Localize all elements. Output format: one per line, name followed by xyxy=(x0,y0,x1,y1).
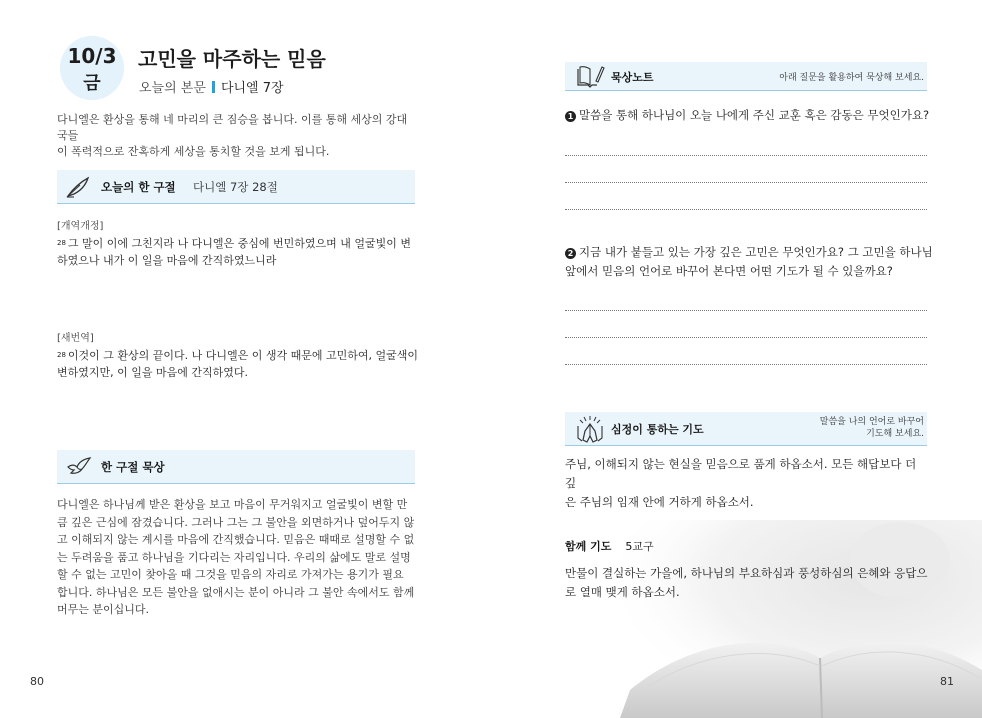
answer-line[interactable] xyxy=(565,364,927,365)
together-line: 만물이 결실하는 가을에, 하나님의 부요하심과 풍성하심의 은혜와 응답으 xyxy=(565,566,928,580)
open-book-cup-illustration xyxy=(600,520,982,718)
verse-section-ref: 다니엘 7장 28절 xyxy=(193,180,278,194)
question-line: 2 지금 내가 붙들고 있는 가장 깊은 고민은 무엇인가요? 그 고민을 하나님 xyxy=(579,243,941,262)
meditation-line: 는 두려움을 품고 하나님을 기다리는 자리입니다. 우리의 삶에도 말로 설명 xyxy=(57,550,411,564)
reading-ref: 다니엘 7장 xyxy=(220,81,284,96)
verse-line: $^{28}$ 이것이 그 환상의 끝이다. 나 다니엘은 이 생각 때문에 고민하여, 얼굴색이 xyxy=(57,349,419,362)
notes-label: 묵상노트 xyxy=(611,71,654,84)
prayer-hint: 말씀을 나의 언어로 바꾸어 기도해 보세요. xyxy=(819,417,924,439)
reading-label: 오늘의 본문 xyxy=(139,81,206,96)
page-number-left: 80 xyxy=(30,675,44,688)
verse-number: 28 xyxy=(57,351,66,359)
meditation-line: 할 수 없는 고민이 찾아올 때 그것을 믿음의 자리로 가져가는 용기가 필요 xyxy=(57,568,404,581)
intro-text xyxy=(57,112,417,160)
prayer-label: 심정이 통하는 기도 xyxy=(611,423,704,436)
meditation-line: 고 이해되지 않는 계시를 마음에 간직했습니다. 믿음은 때때로 설명할 수 없 xyxy=(57,533,415,546)
together-target: 5교구 xyxy=(625,540,654,553)
prayer-text xyxy=(565,455,929,512)
notes-header xyxy=(565,62,927,91)
intro-line: 다니엘은 환상을 통해 네 마리의 큰 짐승을 봅니다. 이를 통해 세상의 강대국들 xyxy=(57,113,408,142)
version1-label: [개역개정] xyxy=(57,221,104,232)
prayer-header xyxy=(565,412,927,446)
verse-section-header xyxy=(57,170,415,204)
meditation-line: 합니다. 하나님은 모든 불안을 없애시는 분이 아니라 그 불안 속에서도 함께 xyxy=(57,585,415,599)
date-day: 10/3 xyxy=(67,44,117,68)
meditation-label: 한 구절 묵상 xyxy=(101,460,165,474)
question-line: 앞에서 믿음의 언어로 바꾸어 본다면 어떤 기도가 될 수 있을까요? xyxy=(565,264,893,278)
meditation-line: 다니엘은 하나님께 받은 환상을 보고 마음이 무거워지고 얼굴빛이 변할 만 xyxy=(57,498,408,511)
intro-line: 이 폭력적으로 잔혹하게 세상을 통치할 것을 보게 됩니다. xyxy=(57,145,330,158)
meditation-line: 큼 깊은 근심에 잠겼습니다. 그러나 그는 그 불안을 외면하거나 덮어두지 않 xyxy=(57,515,415,529)
question-number: 2 xyxy=(565,248,576,259)
together-prayer-text xyxy=(565,564,929,602)
meditation-header xyxy=(57,450,415,484)
verse-line: $^{28}$ 그 말이 이에 그친지라 나 다니엘은 중심에 번민하였으며 내 얼굴빛이 변 xyxy=(57,237,412,250)
together-line: 로 열매 맺게 하옵소서. xyxy=(565,585,680,599)
answer-line[interactable] xyxy=(565,209,927,210)
together-prayer-heading xyxy=(565,538,654,554)
question-2 xyxy=(565,243,941,281)
prayer-line: 주님, 이해되지 않는 현실을 믿음으로 품게 하옵소서. 모든 해답보다 더 깊 xyxy=(565,457,917,490)
prayer-line: 은 주님의 임재 안에 거하게 하옵소서. xyxy=(565,495,754,509)
meditation-text xyxy=(57,496,417,619)
version1-verse xyxy=(57,235,427,269)
answer-line[interactable] xyxy=(565,182,927,183)
dove-icon xyxy=(65,455,93,479)
reading-info xyxy=(139,77,284,96)
answer-line[interactable] xyxy=(565,310,927,311)
feather-pen-icon xyxy=(65,175,91,199)
version2-label: [새번역] xyxy=(57,333,94,344)
date-badge xyxy=(60,36,124,100)
verse-number: 28 xyxy=(57,239,66,247)
accent-bar xyxy=(212,81,215,93)
question-1: 1 말씀을 통해 하나님이 오늘 나에게 주신 교훈 혹은 감동은 무엇인가요? xyxy=(565,106,941,125)
praying-hands-icon xyxy=(573,414,607,444)
version2-verse xyxy=(57,347,427,381)
verse-line: 변하였지만, 이 일을 마음에 간직하였다. xyxy=(57,366,248,379)
meditation-line: 머무는 분이십니다. xyxy=(57,603,150,616)
together-label: 함께 기도 xyxy=(565,540,612,553)
open-book-pencil-icon xyxy=(575,64,605,88)
verse-line: 하였으나 내가 이 일을 마음에 간직하였느니라 xyxy=(57,254,277,267)
answer-line[interactable] xyxy=(565,155,927,156)
page-title: 고민을 마주하는 믿음 xyxy=(138,47,326,71)
notes-hint: 아래 질문을 활용하여 묵상해 보세요. xyxy=(779,73,924,83)
question-number: 1 xyxy=(565,111,576,122)
verse-section-label: 오늘의 한 구절 xyxy=(101,180,176,194)
answer-line[interactable] xyxy=(565,337,927,338)
date-weekday: 금 xyxy=(83,73,101,94)
page-number-right: 81 xyxy=(940,675,954,688)
